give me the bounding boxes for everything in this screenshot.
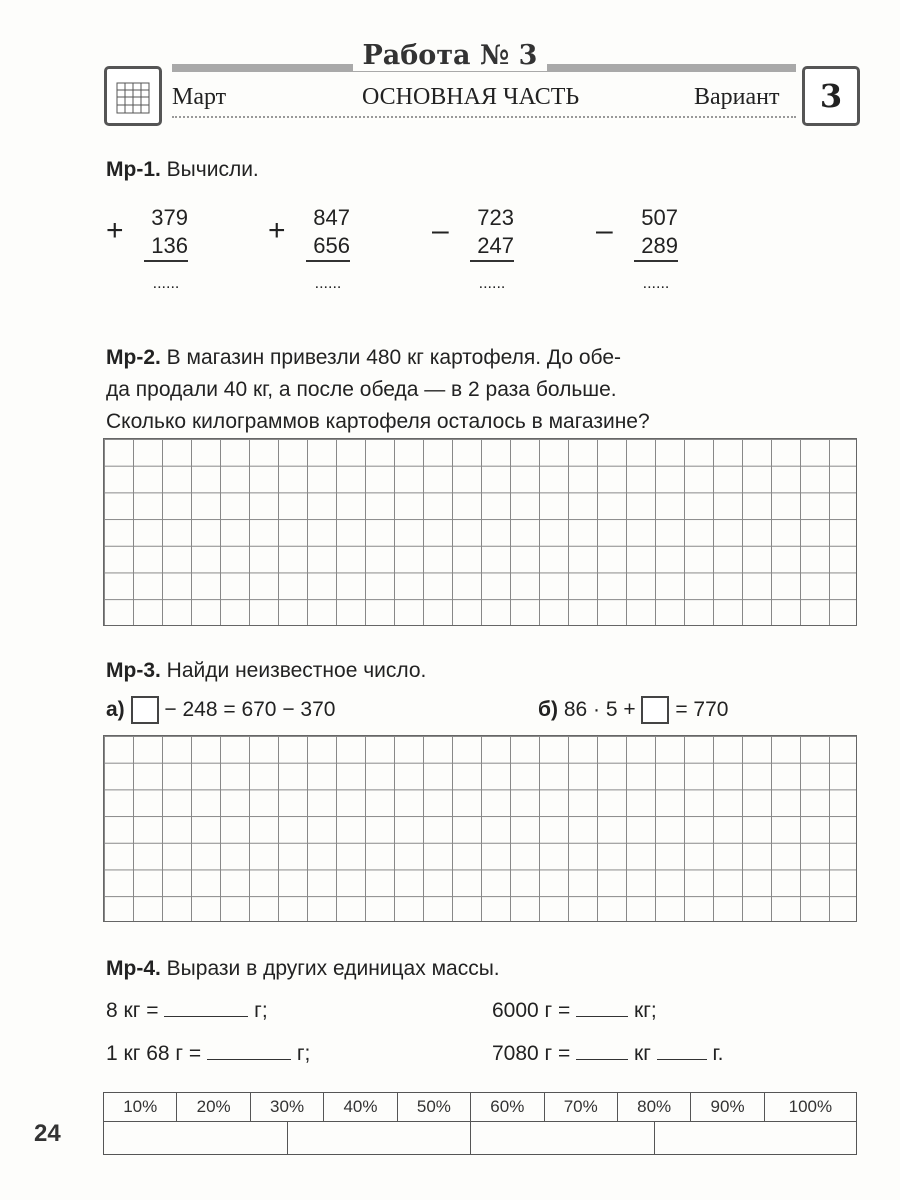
score-percent: 90% [691, 1093, 764, 1122]
variant-number: 3 [802, 66, 860, 126]
unknown-box[interactable] [641, 696, 669, 724]
score-percent-row [104, 1093, 857, 1122]
header-divider [172, 116, 796, 118]
answer-blank[interactable]: ...... [478, 275, 506, 292]
task-id: Мр-4. [106, 957, 161, 980]
operand: 247 [470, 232, 514, 262]
score-percent: 40% [324, 1093, 397, 1122]
score-percent: 20% [177, 1093, 250, 1122]
score-percent: 80% [617, 1093, 690, 1122]
expression: 7080 г = [492, 1042, 571, 1065]
task-text: Вырази в других единицах массы. [166, 957, 500, 980]
score-percent: 70% [544, 1093, 617, 1122]
score-cell[interactable] [104, 1122, 288, 1155]
operand: 723 [477, 205, 514, 230]
answer-blank[interactable] [657, 1059, 707, 1060]
operands [470, 204, 514, 298]
conversion-item [106, 1038, 310, 1070]
answer-blank[interactable] [576, 1059, 628, 1060]
expression: 1 кг 68 г = [106, 1042, 202, 1065]
expression: 6000 г = [492, 999, 571, 1022]
operand: 847 [313, 205, 350, 230]
task-text: Сколько килограммов картофеля осталось в магазине? [106, 410, 650, 433]
score-percent: 50% [397, 1093, 470, 1122]
task-2 [106, 342, 866, 438]
operation-sign: + [106, 214, 124, 247]
answer-blank[interactable] [576, 1016, 628, 1017]
score-percent: 30% [250, 1093, 323, 1122]
score-table [103, 1092, 857, 1155]
operands [144, 204, 188, 298]
unit: г; [296, 1042, 311, 1065]
expression: 8 кг = [106, 999, 159, 1022]
expression: − 248 = 670 − 370 [164, 698, 336, 721]
unit: кг; [634, 999, 657, 1022]
answer-grid-task-3[interactable] [103, 735, 857, 922]
task-text: да продали 40 кг, а после обеда — в 2 раза больше. [106, 378, 617, 401]
answer-blank[interactable] [164, 1016, 248, 1017]
item-label: а) [106, 698, 125, 721]
score-cell[interactable] [654, 1122, 856, 1155]
unit: г. [712, 1042, 724, 1065]
operation-sign: – [596, 214, 613, 247]
task-id: Мр-2. [106, 346, 161, 369]
score-cell[interactable] [287, 1122, 471, 1155]
operand: 656 [306, 232, 350, 262]
answer-grid-task-2[interactable] [103, 438, 857, 626]
unit: г; [254, 999, 268, 1022]
score-percent: 60% [471, 1093, 544, 1122]
operation-sign: + [268, 214, 286, 247]
page-title [0, 40, 900, 71]
unknown-box[interactable] [131, 696, 159, 724]
expression: = 770 [675, 698, 729, 721]
variant-label: Вариант [694, 84, 780, 110]
operand: 289 [634, 232, 678, 262]
conversion-item [106, 995, 268, 1027]
task-id: Мр-1. [106, 158, 161, 181]
task-3a [106, 694, 335, 726]
task-text: Вычисли. [166, 158, 259, 181]
item-label: б) [538, 698, 558, 721]
calendar-icon [104, 66, 162, 126]
conversion-item [492, 1038, 723, 1070]
page-number: 24 [34, 1120, 61, 1147]
task-id: Мр-3. [106, 659, 161, 682]
month-label: Март [172, 84, 227, 110]
operands [634, 204, 678, 298]
task-3-heading [106, 655, 426, 687]
answer-blank[interactable]: ...... [314, 275, 342, 292]
section-label: ОСНОВНАЯ ЧАСТЬ [362, 84, 580, 110]
task-text: В магазин привезли 480 кг картофеля. До обе- [166, 346, 622, 369]
title-text: Работа № 3 [353, 40, 548, 71]
score-cell[interactable] [471, 1122, 655, 1155]
score-percent: 100% [764, 1093, 856, 1122]
task-text: Найди неизвестное число. [166, 659, 427, 682]
operand: 507 [641, 205, 678, 230]
answer-blank[interactable]: ...... [152, 275, 180, 292]
operand: 379 [151, 205, 188, 230]
answer-blank[interactable] [207, 1059, 291, 1060]
operation-sign: – [432, 214, 449, 247]
task-1-heading [106, 154, 259, 186]
answer-blank[interactable]: ...... [642, 275, 670, 292]
score-blank-row [104, 1122, 857, 1155]
conversion-item [492, 995, 657, 1027]
task-4-heading [106, 953, 500, 985]
unit: кг [634, 1042, 651, 1065]
expression: 86 · 5 + [563, 698, 636, 721]
task-3b [538, 694, 728, 726]
operands [306, 204, 350, 298]
score-percent: 10% [104, 1093, 177, 1122]
operand: 136 [144, 232, 188, 262]
